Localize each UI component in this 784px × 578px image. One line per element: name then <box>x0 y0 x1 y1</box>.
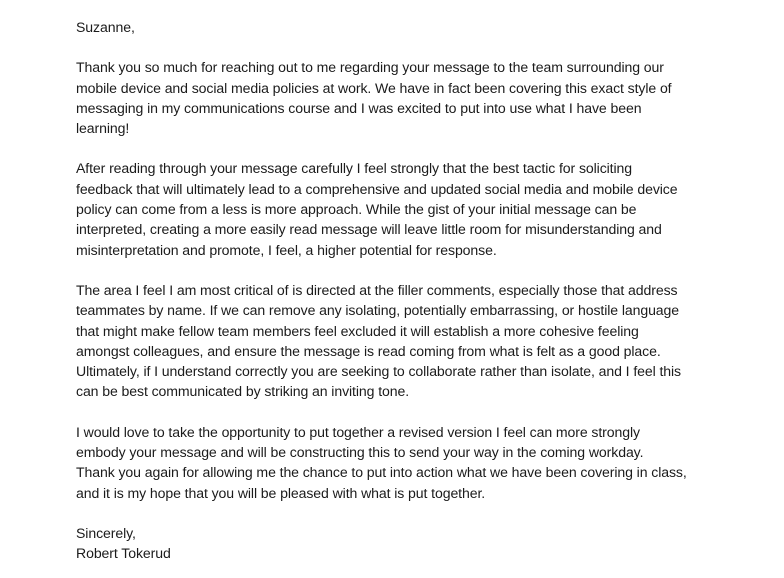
paragraph-line: misinterpretation and promote, I feel, a higher potential for response. <box>76 241 497 258</box>
salutation: Suzanne, <box>76 19 135 35</box>
paragraph-line: mobile device and social media policies at work. We have in fact been covering this exact style of <box>76 79 672 96</box>
paragraph-line: learning! <box>76 120 130 137</box>
closing-block <box>76 523 736 564</box>
paragraph-line: policy can come from a less is more approach. While the gist of your initial message can be <box>76 201 637 218</box>
paragraph-line: embody your message and will be constructing this to send your way in the coming workday. <box>76 444 644 461</box>
paragraph-1 <box>76 57 736 138</box>
paragraph-line: can be best communicated by striking an inviting tone. <box>76 383 410 400</box>
paragraph-3 <box>76 280 736 402</box>
paragraph-line: Thank you again for allowing me the chance to put into action what we have been covering in class, <box>76 464 687 481</box>
paragraph-2 <box>76 158 736 259</box>
paragraph-line: I would love to take the opportunity to put together a revised version I feel can more strongly <box>76 423 640 440</box>
paragraph-line: amongst colleagues, and ensure the message is read coming from what is felt as a good place. <box>76 342 661 359</box>
paragraph-line: messaging in my communications course and I was excited to put into use what I have been <box>76 99 642 116</box>
paragraph-line: interpreted, creating a more easily read message will leave little room for misunderstanding and <box>76 221 662 238</box>
signature: Robert Tokerud <box>76 545 171 562</box>
paragraph-line: and it is my hope that you will be pleased with what is put together. <box>76 484 486 501</box>
paragraph-line: After reading through your message carefully I feel strongly that the best tactic for soliciting <box>76 160 633 177</box>
paragraph-line: The area I feel I am most critical of is directed at the filler comments, especially those that address <box>76 281 678 298</box>
paragraph-line: that might make fellow team members feel excluded it will establish a more cohesive feeling <box>76 322 639 339</box>
paragraph-line: feedback that will ultimately lead to a comprehensive and updated social media and mobile device <box>76 180 678 197</box>
paragraph-line: Thank you so much for reaching out to me regarding your message to the team surrounding our <box>76 59 664 76</box>
paragraph-line: teammates by name. If we can remove any isolating, potentially embarrassing, or hostile language <box>76 302 680 319</box>
paragraph-line: Ultimately, if I understand correctly you are seeking to collaborate rather than isolate, and I feel this <box>76 363 681 380</box>
letter-body <box>76 17 736 564</box>
closing: Sincerely, <box>76 524 136 541</box>
paragraph-4 <box>76 422 736 503</box>
